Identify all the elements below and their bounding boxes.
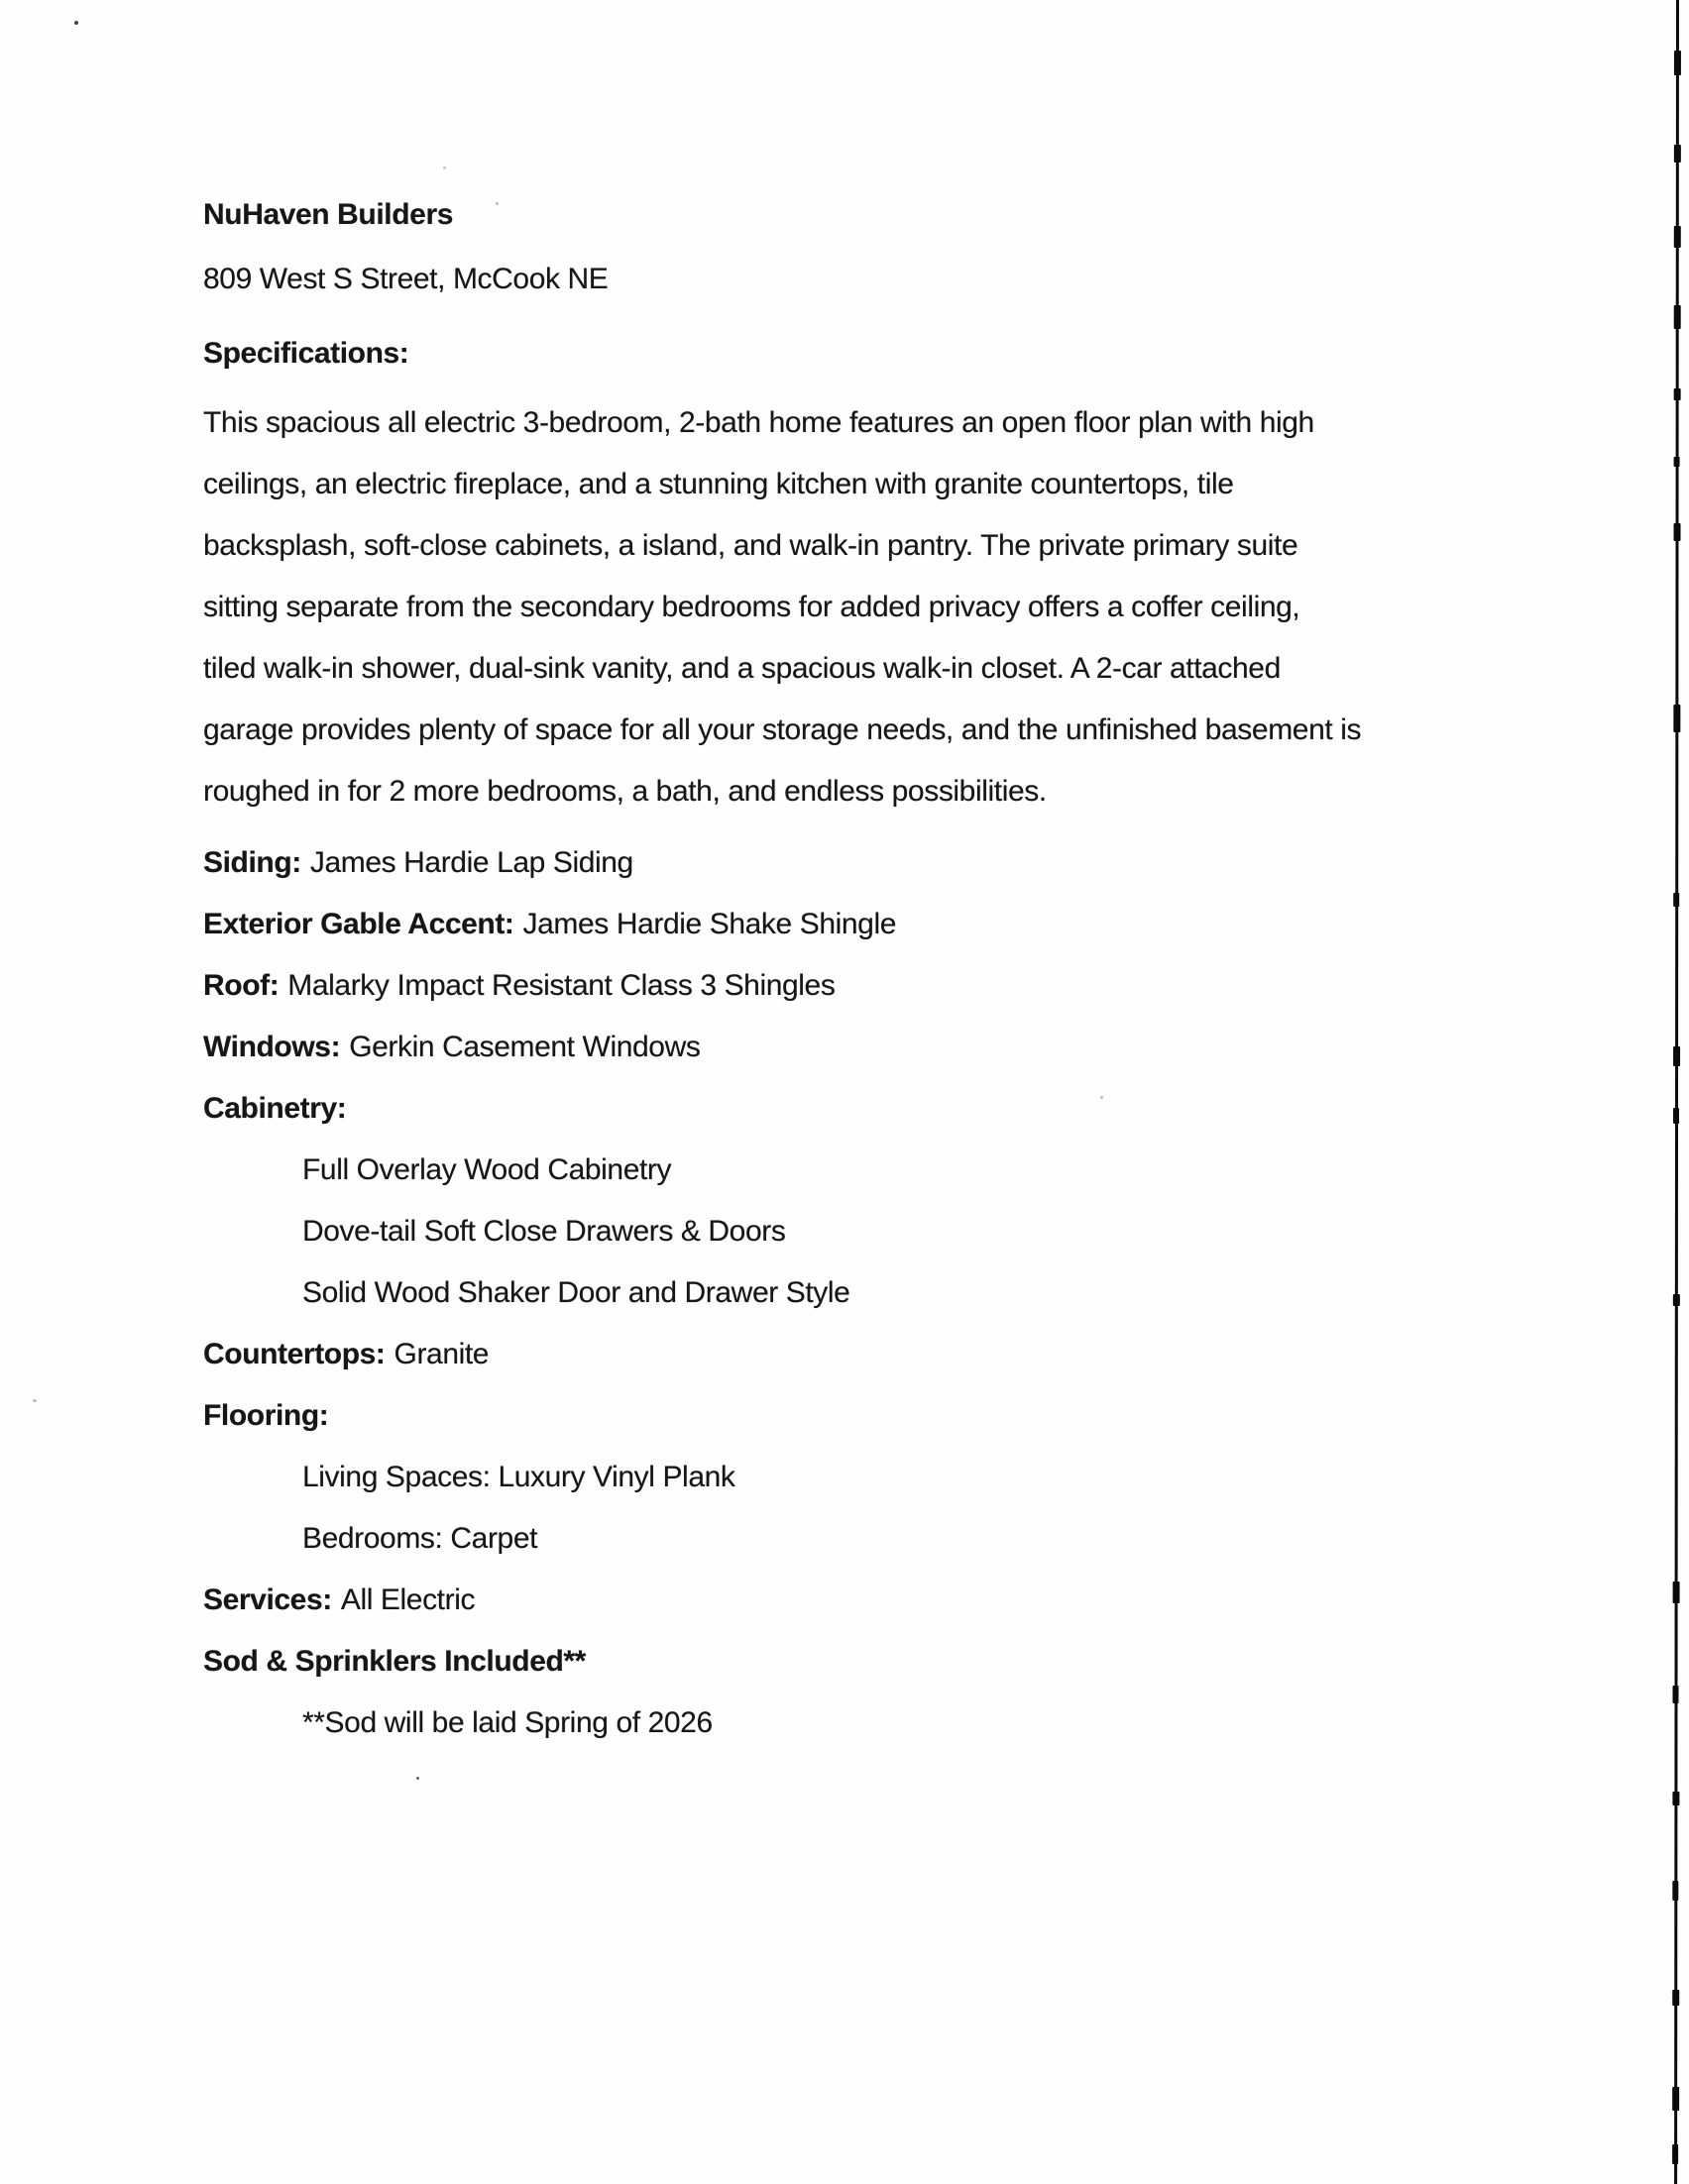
company-name: NuHaven Builders — [203, 198, 453, 231]
spec-value: Living Spaces: Luxury Vinyl Plank — [302, 1461, 735, 1493]
spec-value: Bedrooms: Carpet — [302, 1522, 538, 1555]
spec-label: Cabinetry: — [203, 1092, 347, 1125]
spec-line-roof — [203, 955, 1570, 1017]
description-line: garage provides plenty of space for all your storage needs, and the unfinished basement is — [203, 713, 1362, 746]
spec-item-flooring-bedrooms — [203, 1508, 1570, 1570]
spec-item-sod-footnote — [203, 1693, 1570, 1754]
spec-value: Granite — [394, 1338, 490, 1370]
scan-speck — [1100, 1096, 1103, 1099]
spec-value: James Hardie Shake Shingle — [522, 908, 897, 940]
spec-line-cabinetry — [203, 1078, 1570, 1140]
spec-item-flooring-living — [203, 1447, 1570, 1508]
scan-speck — [74, 21, 78, 25]
description-line: tiled walk-in shower, dual-sink vanity, and a spacious walk-in closet. A 2-car attached — [203, 652, 1281, 685]
spec-line-siding — [203, 832, 1570, 894]
description-paragraph — [203, 392, 1570, 822]
spec-line-windows — [203, 1017, 1570, 1078]
spec-label: Windows: — [203, 1031, 341, 1063]
spec-line-countertops — [203, 1324, 1570, 1385]
spec-label: Exterior Gable Accent: — [203, 908, 514, 940]
spec-label: Countertops: — [203, 1338, 386, 1370]
description-line: ceilings, an electric fireplace, and a stunning kitchen with granite countertops, tile — [203, 468, 1234, 500]
spec-value: **Sod will be laid Spring of 2026 — [302, 1706, 713, 1739]
scan-artifact-line — [1674, 0, 1679, 2184]
spec-value: Full Overlay Wood Cabinetry — [302, 1153, 672, 1186]
scan-speck — [496, 202, 499, 205]
spec-value: Dove-tail Soft Close Drawers & Doors — [302, 1215, 786, 1248]
spec-value: James Hardie Lap Siding — [309, 846, 633, 879]
spec-value: All Electric — [340, 1583, 476, 1616]
spec-item-cabinetry-2 — [203, 1201, 1570, 1262]
spec-item-cabinetry-1 — [203, 1140, 1570, 1201]
scan-speck — [416, 1777, 419, 1780]
spec-label: Roof: — [203, 969, 280, 1002]
spec-line-flooring — [203, 1385, 1570, 1447]
spec-line-exterior-gable-accent — [203, 894, 1570, 955]
description-line: backsplash, soft-close cabinets, a island, and walk-in pantry. The private primary suite — [203, 529, 1298, 562]
address-line: 809 West S Street, McCook NE — [203, 263, 609, 295]
spec-label: Sod & Sprinklers Included** — [203, 1645, 586, 1678]
document-content — [203, 184, 1570, 1754]
spec-value: Solid Wood Shaker Door and Drawer Style — [302, 1276, 850, 1309]
scan-speck — [33, 1399, 37, 1402]
spec-line-services — [203, 1570, 1570, 1631]
spec-label: Services: — [203, 1583, 332, 1616]
spec-value: Gerkin Casement Windows — [349, 1031, 701, 1063]
description-line: This spacious all electric 3-bedroom, 2-bath home features an open floor plan with high — [203, 406, 1314, 439]
spec-label: Flooring: — [203, 1399, 329, 1432]
spec-line-sod-sprinklers — [203, 1631, 1570, 1693]
spec-item-cabinetry-3 — [203, 1262, 1570, 1324]
spec-value: Malarky Impact Resistant Class 3 Shingles — [287, 969, 836, 1002]
specifications-heading: Specifications: — [203, 337, 409, 370]
description-line: sitting separate from the secondary bedrooms for added privacy offers a coffer ceiling, — [203, 591, 1300, 623]
spec-label: Siding: — [203, 846, 301, 879]
scan-speck — [443, 166, 446, 169]
description-line: roughed in for 2 more bedrooms, a bath, and endless possibilities. — [203, 775, 1047, 808]
